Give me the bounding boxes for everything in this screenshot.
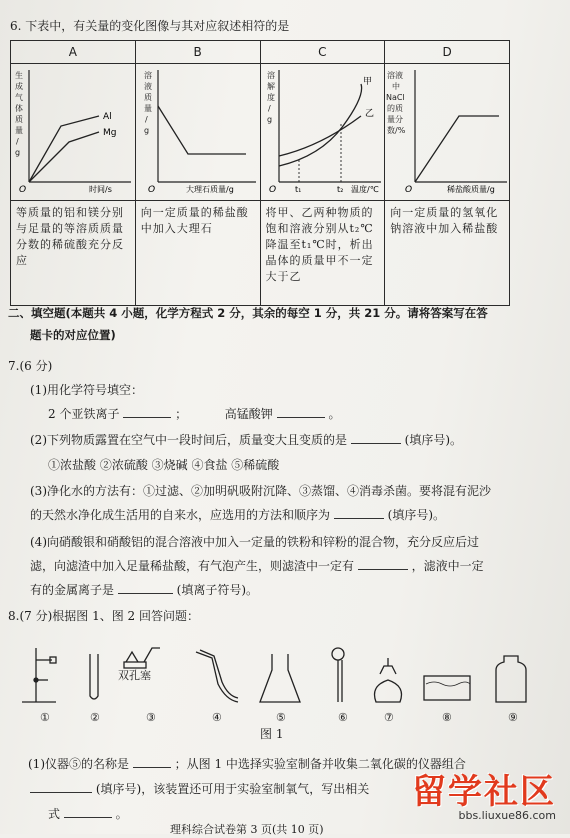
graph-a-xlabel: 时间/s — [89, 185, 112, 194]
q6-header-a: A — [11, 41, 136, 64]
q7-part1-kmno4-label: 高锰酸钾 — [224, 407, 273, 421]
q6-desc-b — [135, 201, 260, 306]
q7-ferrous-ion-blank[interactable] — [123, 417, 171, 418]
graph-a — [11, 64, 135, 196]
q6-table — [10, 40, 510, 306]
graph-c-ylabel-1: 解 — [266, 82, 275, 91]
graph-d-origin: O — [405, 185, 413, 195]
bent-tube-with-hose-icon — [196, 650, 238, 702]
q7-part2-blank[interactable] — [351, 443, 401, 444]
apparatus-label-5: ⑤ — [276, 711, 286, 724]
apparatus-label-8: ⑧ — [442, 711, 452, 724]
q8-part1-line1 — [28, 756, 466, 772]
q7-part4-ion-text: 有的金属离子是 — [30, 583, 115, 597]
graph-a-label-mg: Mg — [103, 128, 117, 138]
q8-part1-line3-text: 式 — [48, 807, 61, 821]
apparatus-label-9: ⑨ — [508, 711, 518, 724]
q6-desc-c-text: 将甲、乙两种物质的饱和溶液分别从t₂℃降温至t₁℃时，析出晶体的质量甲不一定大于乙 — [265, 206, 374, 283]
q7-part1-line — [48, 406, 340, 422]
graph-c-ylabel-2: 度 — [266, 93, 275, 102]
figure-1-caption: 图 1 — [260, 727, 284, 741]
q7-part3-line1: (3)净化水的方法有：①过滤、②加明矾吸附沉降、③蒸馏、④消毒杀菌。要将混有泥沙 — [30, 484, 492, 498]
apparatus-label-1: ① — [40, 711, 50, 724]
section2-heading-line1: 二、填空题(本题共 4 小题，化学方程式 2 分，其余的每空 1 分，共 21 分。请将答案写在答 — [8, 306, 488, 320]
q7-part3-blank[interactable] — [334, 518, 384, 519]
q7-part3-line2 — [30, 507, 445, 523]
q7-part3-end: (填序号)。 — [387, 508, 446, 522]
graph-d-line — [415, 116, 499, 182]
q8-part1-text-b: ；从图 1 中选择实验室制备并收集二氧化碳的仪器组合 — [174, 757, 466, 771]
section2-heading-line2: 题卡的对应位置) — [30, 328, 116, 342]
q6-graph-c-cell — [260, 64, 385, 201]
graph-a-line-mg — [29, 132, 99, 182]
watermark — [412, 764, 556, 822]
apparatus-label-7: ⑦ — [384, 711, 394, 724]
q8-combination-blank[interactable] — [30, 792, 92, 793]
q6-graph-b-cell — [135, 64, 260, 201]
q7-part4-line2 — [30, 558, 484, 574]
q8-title: 8.(7 分)根据图 1、图 2 回答问题： — [8, 609, 199, 623]
q6-stem: 6. 下表中，有关量的变化图像与其对应叙述相符的是 — [10, 19, 290, 33]
graph-c-t1: t₁ — [294, 185, 301, 194]
water-trough-icon — [424, 676, 470, 700]
q7-part2 — [30, 432, 462, 448]
graph-b-ylabel-5: g — [143, 126, 149, 135]
q7-part4-text: 滤，向滤渣中加入足量稀盐酸，有气泡产生，则滤渣中一定有 — [30, 559, 355, 573]
graph-c-origin: O — [268, 185, 276, 195]
apparatus-label-6: ⑥ — [338, 711, 348, 724]
q7-part2-options: ①浓盐酸 ②浓硫酸 ③烧碱 ④食盐 ⑤稀硫酸 — [48, 458, 280, 472]
graph-a-ylabel-7: g — [15, 148, 21, 157]
q7-part4-residue-blank[interactable] — [358, 569, 408, 570]
graph-b — [136, 64, 260, 196]
q6-header-d: D — [385, 41, 510, 64]
graph-c — [261, 64, 385, 196]
apparatus-label-4: ④ — [212, 711, 222, 724]
two-hole-stopper-icon — [124, 648, 160, 668]
q8-instrument5-name-blank[interactable] — [133, 767, 171, 768]
q7-part1-ferrous-label: 2 个亚铁离子 — [48, 407, 120, 421]
iron-stand-icon — [22, 648, 56, 702]
q8-part1-line2-text: (填序号)，该装置还可用于实验室制氧气，写出相关 — [95, 782, 370, 796]
q6-desc-c — [260, 201, 385, 306]
q7-part4-ion-blank[interactable] — [118, 593, 173, 594]
q6-header-c: C — [260, 41, 385, 64]
q7-kmno4-blank[interactable] — [277, 417, 325, 418]
graph-a-ylabel-4: 质 — [15, 115, 23, 124]
watermark-logo: 留学社区 — [412, 772, 556, 812]
graph-c-t2: t₂ — [336, 185, 343, 194]
graph-d-ylabel-5: 数/% — [387, 126, 406, 135]
graph-c-ylabel-4: g — [266, 115, 272, 124]
graph-d-ylabel-3: 的质 — [387, 104, 404, 113]
q7-part1-end: 。 — [328, 407, 341, 421]
q7-part1: (1)用化学符号填空： — [30, 383, 143, 397]
graph-c-label-yi: 乙 — [364, 109, 374, 119]
graph-b-ylabel-2: 质 — [143, 93, 152, 102]
q8-part1-text: (1)仪器⑤的名称是 — [28, 757, 129, 771]
graph-a-ylabel-5: 量 — [15, 126, 23, 135]
graph-a-ylabel-6: / — [16, 137, 19, 146]
apparatus-label-3: ③ — [146, 711, 156, 724]
graph-d-ylabel-1: 中 — [392, 82, 401, 91]
test-tube-icon — [90, 654, 98, 699]
graph-a-ylabel-1: 成 — [15, 82, 23, 91]
q7-part3-text: 的天然水净化成生活用的自来水，应选用的方法和顺序为 — [30, 508, 331, 522]
q7-part4-line3 — [30, 582, 258, 598]
q6-header-b: B — [135, 41, 260, 64]
q7-part4-line1: (4)向硝酸银和硝酸铝的混合溶液中加入一定量的铁粉和锌粉的混合物，充分反应后过 — [30, 535, 480, 549]
apparatus-label-2: ② — [90, 711, 100, 724]
erlenmeyer-flask-icon — [260, 654, 300, 702]
q7-part2-text: (2)下列物质露置在空气中一段时间后，质量变大且变质的是 — [30, 433, 348, 447]
graph-c-xlabel: 温度/℃ — [350, 185, 379, 194]
graph-d — [385, 64, 509, 196]
q6-desc-b-text: 向一定质量的稀盐酸中加入大理石 — [140, 206, 249, 235]
q6-graph-a-cell — [11, 64, 136, 201]
graph-b-ylabel-4: / — [144, 115, 148, 124]
q8-part1-line3 — [48, 806, 128, 822]
graph-c-ylabel-0: 溶 — [266, 71, 275, 80]
q6-desc-d-text: 向一定质量的氢氧化钠溶液中加入稀盐酸 — [390, 206, 499, 235]
watermark-url: bbs.liuxue86.com — [458, 809, 556, 822]
graph-d-ylabel-0: 溶液 — [387, 71, 404, 80]
q7-part2-end: (填序号)。 — [404, 433, 463, 447]
graph-a-origin: O — [19, 185, 27, 195]
q8-part1-line3-end: 。 — [115, 807, 128, 821]
graph-d-ylabel-2: NaCl — [386, 93, 405, 102]
graph-b-ylabel-1: 液 — [143, 82, 152, 91]
graph-a-ylabel-2: 气 — [15, 93, 23, 102]
q8-equation-blank[interactable] — [64, 817, 112, 818]
graph-a-ylabel-0: 生 — [15, 71, 23, 80]
q6-desc-a — [11, 201, 136, 306]
graph-b-ylabel-0: 溶 — [143, 71, 152, 80]
graph-d-xlabel: 稀盐酸质量/g — [447, 185, 496, 194]
graph-d-ylabel-4: 量分 — [387, 115, 404, 124]
q7-part1-sep: ； — [175, 407, 188, 421]
q7-title: 7.(6 分) — [8, 359, 53, 373]
graph-c-curve-yi — [279, 116, 361, 156]
q8-part1-line2 — [30, 781, 369, 797]
page-footer: 理科综合试卷第 3 页(共 10 页) — [170, 823, 324, 836]
graph-b-xlabel: 大理石质量/g — [185, 185, 234, 194]
graph-b-origin: O — [147, 185, 155, 195]
stopper-label: 双孔塞 — [118, 669, 151, 682]
gas-collecting-bottle-icon — [496, 656, 526, 702]
graph-b-line — [158, 106, 246, 154]
q6-desc-d — [385, 201, 510, 306]
graph-b-ylabel-3: 量 — [143, 104, 152, 113]
long-neck-funnel-icon — [332, 648, 344, 702]
graph-c-ylabel-3: / — [267, 104, 271, 113]
q6-graph-d-cell — [385, 64, 510, 201]
q6-desc-a-text: 等质量的铝和镁分别与足量的等溶质质量分数的稀硫酸充分反应 — [16, 206, 124, 267]
graph-a-label-al: Al — [103, 112, 112, 122]
q7-part4-mid: ，滤液中一定 — [411, 559, 484, 573]
q7-part4-end: (填离子符号)。 — [176, 583, 259, 597]
alcohol-lamp-icon — [375, 658, 402, 702]
graph-a-ylabel-3: 体 — [15, 104, 23, 113]
graph-c-label-jia: 甲 — [362, 77, 372, 87]
